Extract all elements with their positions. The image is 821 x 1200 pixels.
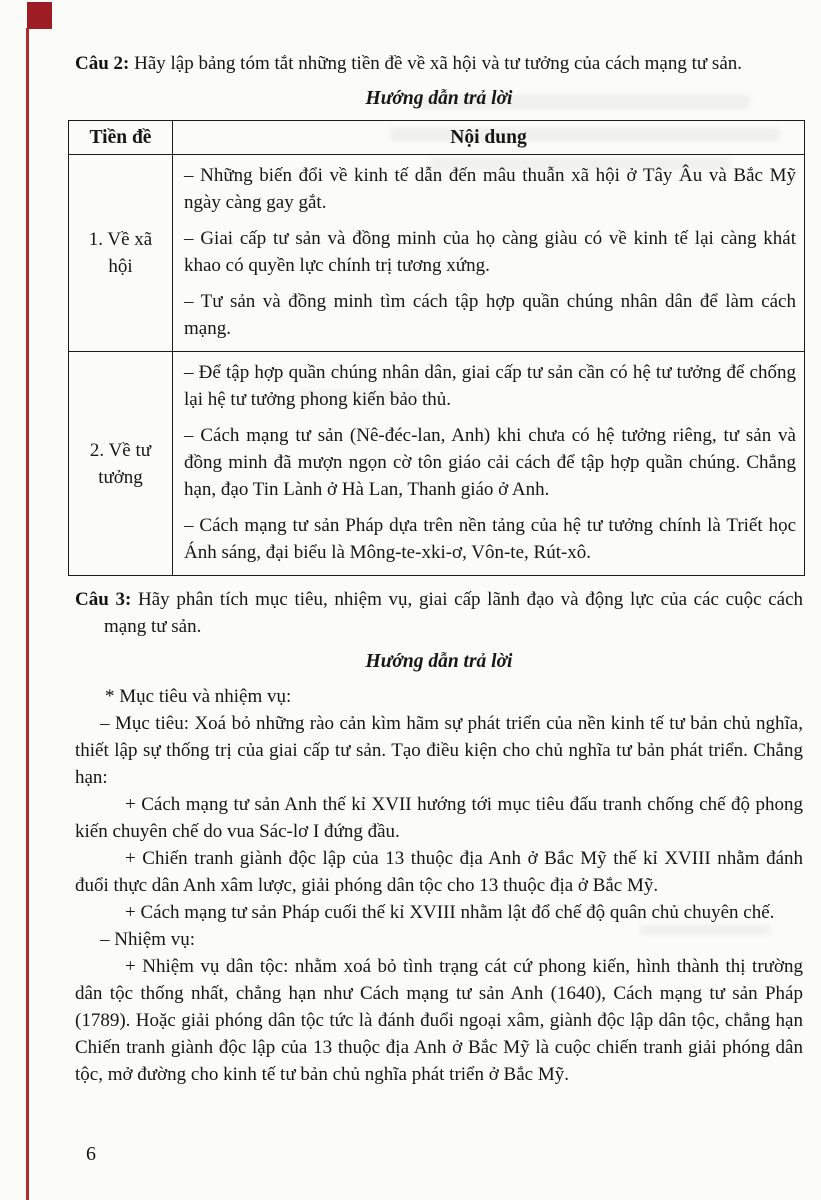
answer-paragraph: – Nhiệm vụ: [100, 929, 195, 950]
question-2 [75, 50, 803, 77]
table-header-content: Nội dung [173, 121, 805, 155]
premise-table [68, 120, 805, 576]
answer-paragraph: + Cách mạng tư sản Anh thế kỉ XVII hướng tới mục tiêu đấu tranh chống chế độ phong kiến chuyên chế do vua Sác-lơ I đứng đầu. [75, 794, 803, 842]
question-3-text: Hãy phân tích mục tiêu, nhiệm vụ, giai cấp lãnh đạo và động lực của các cuộc cách mạng tư sản. [104, 589, 803, 637]
page-content [75, 50, 803, 1088]
table-item: – Giai cấp tư sản và đồng minh của họ càng giàu có về kinh tế lại càng khát khao có quyền lực chính trị tương xứng. [184, 228, 796, 276]
answer-paragraph: * Mục tiêu và nhiệm vụ: [105, 686, 292, 707]
table-item: – Cách mạng tư sản (Nê-đéc-lan, Anh) khi chưa có hệ tưởng riêng, tư sản và đồng minh đã mượn ngọn cờ tôn giáo cải cách để tập hợp quần chúng. Chẳng hạn, đạo Tin Lành ở Hà Lan, Thanh giáo ở Anh. [184, 425, 796, 500]
question-3-label: Câu 3: [75, 589, 132, 610]
table-item: – Những biến đổi về kinh tế dẫn đến mâu thuẫn xã hội ở Tây Âu và Bắc Mỹ ngày càng gay gắt. [184, 165, 796, 213]
spine-red-line [26, 28, 29, 1200]
guide-heading-q2: Hướng dẫn trả lời [365, 88, 513, 109]
row-label-ideology: 2. Về tư tưởng [69, 352, 173, 576]
answer-paragraph: – Mục tiêu: Xoá bỏ những rào cản kìm hãm sự phát triển của nền kinh tế tư bản chủ nghĩa, thiết lập sự thống trị của giai cấp tư sản. Tạo điều kiện cho chủ nghĩa tư bản phát triển. Chẳng hạn: [75, 713, 803, 788]
question-3 [75, 586, 803, 640]
row-content-society [173, 155, 805, 352]
answer-paragraph: + Nhiệm vụ dân tộc: nhằm xoá bỏ tình trạng cát cứ phong kiến, hình thành thị trường dân tộc thống nhất, chẳng hạn như Cách mạng tư sản Anh (1640), Cách mạng tư sản Pháp (1789). Hoặc giải phóng dân tộc tức là đánh đuổi ngoại xâm, giành độc lập dân tộc, chẳng hạn Chiến tranh giành độc lập của 13 thuộc địa Anh ở Bắc Mỹ là cuộc chiến tranh giải phóng dân tộc, mở đường cho kinh tế tư bản chủ nghĩa phát triển ở Bắc Mỹ. [75, 956, 803, 1085]
guide-heading-q3: Hướng dẫn trả lời [365, 651, 513, 672]
table-item: – Tư sản và đồng minh tìm cách tập hợp quần chúng nhân dân để làm cách mạng. [184, 291, 796, 339]
table-row [69, 352, 805, 576]
answer-paragraph: + Cách mạng tư sản Pháp cuối thế kỉ XVIII nhằm lật đổ chế độ quân chủ chuyên chế. [125, 902, 775, 923]
table-item: – Để tập hợp quần chúng nhân dân, giai cấp tư sản cần có hệ tư tưởng để chống lại hệ tư tưởng phong kiến bảo thủ. [184, 362, 796, 410]
table-row [69, 155, 805, 352]
table-item: – Cách mạng tư sản Pháp dựa trên nền tảng của hệ tư tưởng chính là Triết học Ánh sáng, đại biểu là Mông-te-xki-ơ, Vôn-te, Rút-xô. [184, 515, 796, 563]
question-2-text: Hãy lập bảng tóm tắt những tiền đề về xã hội và tư tưởng của cách mạng tư sản. [134, 53, 743, 74]
row-label-society: 1. Về xã hội [69, 155, 173, 352]
answer-paragraph: + Chiến tranh giành độc lập của 13 thuộc địa Anh ở Bắc Mỹ thế kỉ XVIII nhằm đánh đuổi thực dân Anh xâm lược, giải phóng dân tộc cho 13 thuộc địa ở Bắc Mỹ. [75, 848, 803, 896]
page-number: 6 [86, 1143, 96, 1165]
spine-red-block [27, 2, 52, 29]
table-header-row [69, 121, 805, 155]
row-content-ideology [173, 352, 805, 576]
question-2-label: Câu 2: [75, 53, 130, 74]
table-header-premise: Tiền đề [69, 121, 173, 155]
